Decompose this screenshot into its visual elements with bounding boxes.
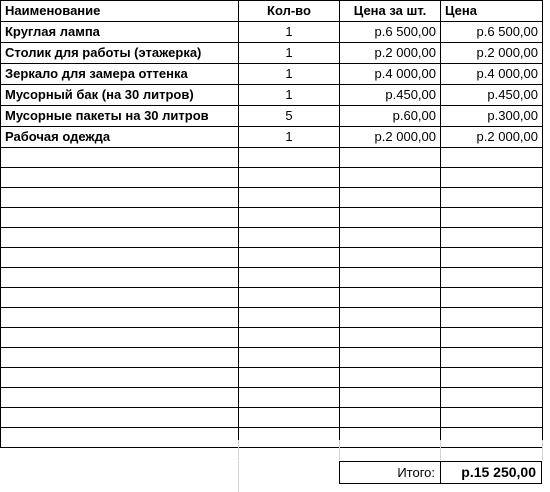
total-label-cell[interactable]: Итого:: [340, 462, 441, 483]
name-cell[interactable]: [1, 188, 239, 208]
qty-cell[interactable]: [239, 288, 340, 308]
header-row: [1, 1, 543, 22]
table-row: [1, 188, 543, 208]
name-cell[interactable]: [1, 388, 239, 408]
grid-line: [542, 440, 543, 460]
price-cell[interactable]: р.4 000,00: [441, 64, 543, 85]
name-cell[interactable]: [1, 148, 239, 168]
empty-grid-row-bottom: [0, 461, 339, 492]
qty-cell[interactable]: [239, 408, 340, 428]
grid-line: [238, 440, 239, 460]
table-row: [1, 408, 543, 428]
name-cell[interactable]: Зеркало для замера оттенка: [1, 64, 239, 85]
unit-price-cell[interactable]: [340, 348, 441, 368]
name-cell[interactable]: Круглая лампа: [1, 22, 239, 43]
qty-cell[interactable]: [239, 148, 340, 168]
qty-cell[interactable]: [239, 188, 340, 208]
unit-price-cell[interactable]: р.450,00: [340, 85, 441, 106]
price-cell[interactable]: [441, 408, 543, 428]
grid-line: [339, 440, 340, 460]
table-row: [1, 85, 543, 106]
qty-cell[interactable]: [239, 388, 340, 408]
price-cell[interactable]: [441, 328, 543, 348]
qty-cell[interactable]: [239, 268, 340, 288]
qty-cell[interactable]: [239, 308, 340, 328]
unit-price-cell[interactable]: [340, 268, 441, 288]
qty-cell[interactable]: 1: [239, 22, 340, 43]
unit-price-cell[interactable]: [340, 328, 441, 348]
name-cell[interactable]: [1, 168, 239, 188]
price-cell[interactable]: [441, 228, 543, 248]
unit-price-cell[interactable]: р.2 000,00: [340, 43, 441, 64]
unit-price-cell[interactable]: [340, 228, 441, 248]
name-cell[interactable]: [1, 288, 239, 308]
empty-grid-row: [0, 440, 550, 460]
price-cell[interactable]: р.2 000,00: [441, 43, 543, 64]
qty-cell[interactable]: [239, 228, 340, 248]
unit-price-cell[interactable]: [340, 248, 441, 268]
price-cell[interactable]: [441, 348, 543, 368]
qty-cell[interactable]: [239, 168, 340, 188]
items-body: [1, 22, 543, 448]
name-cell[interactable]: Столик для работы (этажерка): [1, 43, 239, 64]
table-row: [1, 308, 543, 328]
unit-price-cell[interactable]: [340, 308, 441, 328]
table-row: [1, 268, 543, 288]
price-cell[interactable]: р.450,00: [441, 85, 543, 106]
price-cell[interactable]: [441, 248, 543, 268]
name-cell[interactable]: [1, 348, 239, 368]
name-cell[interactable]: Рабочая одежда: [1, 127, 239, 148]
unit-price-cell[interactable]: р.4 000,00: [340, 64, 441, 85]
table-row: [1, 288, 543, 308]
table-row: [1, 127, 543, 148]
price-cell[interactable]: [441, 288, 543, 308]
name-cell[interactable]: [1, 268, 239, 288]
total-row: [339, 461, 542, 484]
price-cell[interactable]: [441, 168, 543, 188]
name-cell[interactable]: [1, 228, 239, 248]
price-cell[interactable]: [441, 208, 543, 228]
name-cell[interactable]: [1, 328, 239, 348]
price-cell[interactable]: [441, 388, 543, 408]
unit-price-cell[interactable]: [340, 168, 441, 188]
price-cell[interactable]: р.6 500,00: [441, 22, 543, 43]
unit-price-cell[interactable]: [340, 408, 441, 428]
price-cell[interactable]: [441, 188, 543, 208]
qty-cell[interactable]: [239, 348, 340, 368]
qty-cell[interactable]: 1: [239, 64, 340, 85]
qty-cell[interactable]: [239, 368, 340, 388]
table-row: [1, 148, 543, 168]
unit-price-cell[interactable]: р.2 000,00: [340, 127, 441, 148]
qty-cell[interactable]: 1: [239, 43, 340, 64]
qty-cell[interactable]: 1: [239, 85, 340, 106]
table-row: [1, 388, 543, 408]
unit-price-cell[interactable]: [340, 288, 441, 308]
price-cell[interactable]: [441, 268, 543, 288]
grid-line: [440, 440, 441, 460]
qty-cell[interactable]: 5: [239, 106, 340, 127]
table-row: [1, 106, 543, 127]
header-qty-cell[interactable]: Кол-во: [239, 1, 340, 22]
header-name-cell[interactable]: Наименование: [1, 1, 239, 22]
header-unit-price-cell[interactable]: Цена за шт.: [340, 1, 441, 22]
name-cell[interactable]: Мусорные пакеты на 30 литров: [1, 106, 239, 127]
unit-price-cell[interactable]: [340, 368, 441, 388]
name-cell[interactable]: Мусорный бак (на 30 литров): [1, 85, 239, 106]
name-cell[interactable]: [1, 368, 239, 388]
unit-price-cell[interactable]: р.6 500,00: [340, 22, 441, 43]
table-row: [1, 208, 543, 228]
table-row: [1, 64, 543, 85]
grid-line: [238, 461, 239, 492]
qty-cell[interactable]: [239, 208, 340, 228]
qty-cell[interactable]: [239, 328, 340, 348]
header-price-cell[interactable]: Цена: [441, 1, 543, 22]
unit-price-cell[interactable]: р.60,00: [340, 106, 441, 127]
table-row: [1, 328, 543, 348]
name-cell[interactable]: [1, 308, 239, 328]
table-row: [1, 22, 543, 43]
price-cell[interactable]: р.300,00: [441, 106, 543, 127]
table-row: [1, 348, 543, 368]
table-row: [1, 168, 543, 188]
price-cell[interactable]: [441, 308, 543, 328]
table-row: [1, 43, 543, 64]
unit-price-cell[interactable]: [340, 148, 441, 168]
price-cell[interactable]: [441, 368, 543, 388]
unit-price-cell[interactable]: [340, 388, 441, 408]
name-cell[interactable]: [1, 208, 239, 228]
qty-cell[interactable]: [239, 248, 340, 268]
unit-price-cell[interactable]: [340, 208, 441, 228]
table-row: [1, 248, 543, 268]
total-value-cell[interactable]: р.15 250,00: [461, 464, 536, 480]
price-cell[interactable]: [441, 148, 543, 168]
unit-price-cell[interactable]: [340, 188, 441, 208]
qty-cell[interactable]: 1: [239, 127, 340, 148]
table-row: [1, 368, 543, 388]
price-cell[interactable]: р.2 000,00: [441, 127, 543, 148]
name-cell[interactable]: [1, 408, 239, 428]
table-row: [1, 228, 543, 248]
name-cell[interactable]: [1, 248, 239, 268]
